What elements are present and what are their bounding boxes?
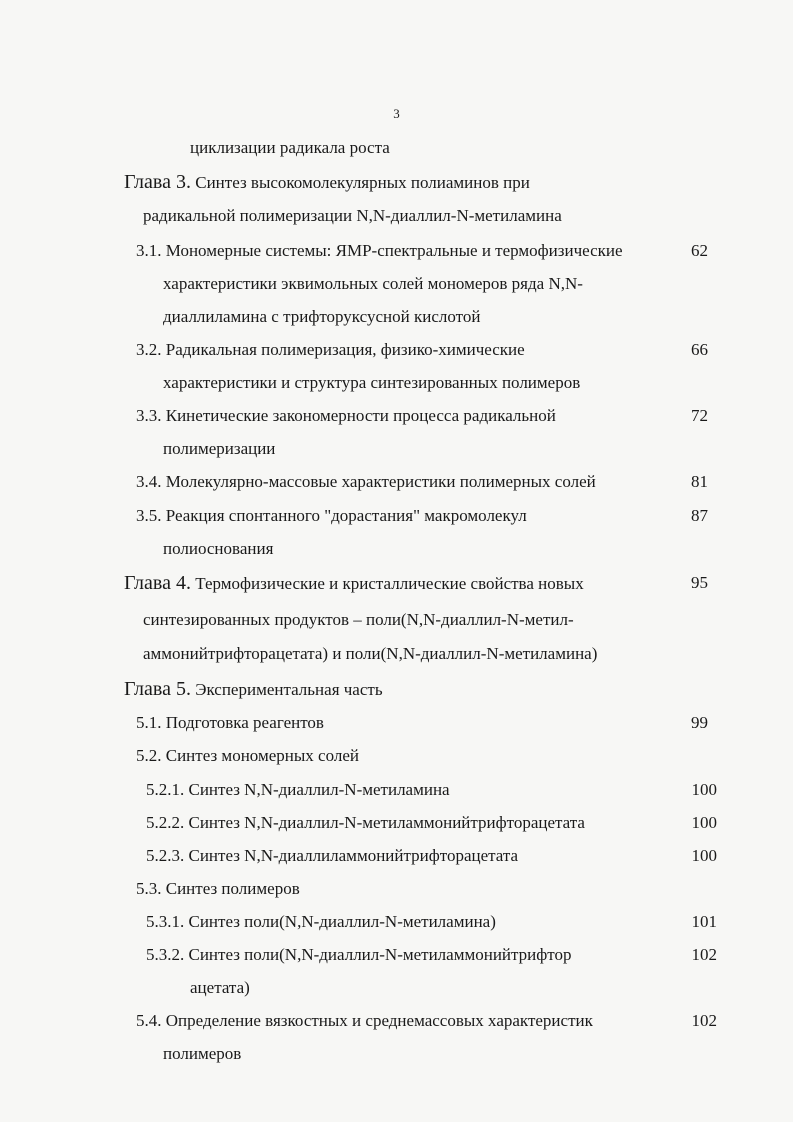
toc-page-number: 101 <box>691 912 717 931</box>
toc-line: полимеризации <box>163 439 276 458</box>
toc-page-number: 87 <box>691 506 708 525</box>
toc-page-number: 100 <box>691 846 717 865</box>
toc-subsection: 5.2.1. Синтез N,N-диаллил-N-метиламина <box>146 780 450 799</box>
toc-section: 3.3. Кинетические закономерности процесса радикальной <box>136 406 556 425</box>
toc-line: синтезированных продуктов – поли(N,N-диаллил-N-метил- <box>143 610 574 629</box>
toc-line: радикальной полимеризации N,N-диаллил-N-метиламина <box>143 206 562 225</box>
toc-chapter: Глава 3. Синтез высокомолекулярных полиаминов при <box>124 171 530 193</box>
toc-page-number: 72 <box>691 406 708 425</box>
toc-line: характеристики и структура синтезированных полимеров <box>163 373 581 392</box>
page-number: 3 <box>393 106 400 121</box>
toc-page-number: 100 <box>691 780 717 799</box>
toc-line: диаллиламина с трифторуксусной кислотой <box>163 307 481 326</box>
toc-line: полимеров <box>163 1044 242 1063</box>
toc-section: 3.5. Реакция спонтанного "дорастания" макромолекул <box>136 506 527 525</box>
toc-page-number: 95 <box>691 573 708 592</box>
toc-subsection: 5.3.1. Синтез поли(N,N-диаллил-N-метиламина) <box>146 912 496 931</box>
toc-chapter: Глава 5. Экспериментальная часть <box>124 678 383 700</box>
toc-chapter: Глава 4. Термофизические и кристаллические свойства новых <box>124 572 584 594</box>
toc-page-number: 81 <box>691 472 708 491</box>
toc-subsection: 5.3.2. Синтез поли(N,N-диаллил-N-метиламмонийтрифтор <box>146 945 572 964</box>
toc-subsection: 5.2.2. Синтез N,N-диаллил-N-метиламмонийтрифторацетата <box>146 813 585 832</box>
toc-subsection: 5.2.3. Синтез N,N-диаллиламмонийтрифторацетата <box>146 846 519 865</box>
toc-line: циклизации радикала роста <box>190 138 390 157</box>
toc-line: ацетата) <box>190 978 250 997</box>
toc-section: 5.3. Синтез полимеров <box>136 879 300 898</box>
toc-page-number: 62 <box>691 241 708 260</box>
toc-page-number: 66 <box>691 340 708 359</box>
toc-line: аммонийтрифторацетата) и поли(N,N-диаллил-N-метиламина) <box>143 644 598 663</box>
toc-page-number: 99 <box>691 713 708 732</box>
toc-page-number: 100 <box>691 813 717 832</box>
toc-section: 3.2. Радикальная полимеризация, физико-химические <box>136 340 525 359</box>
toc-section: 5.2. Синтез мономерных солей <box>136 746 359 765</box>
toc-section: 3.4. Молекулярно-массовые характеристики полимерных солей <box>136 472 596 491</box>
toc-page-number: 102 <box>691 1011 717 1030</box>
toc-section: 3.1. Мономерные системы: ЯМР-спектральные и термофизические <box>136 241 623 260</box>
toc-section: 5.1. Подготовка реагентов <box>136 713 324 732</box>
toc-line: полиоснования <box>163 539 274 558</box>
toc-line: характеристики эквимольных солей мономеров ряда N,N- <box>163 274 583 293</box>
toc-page-number: 102 <box>691 945 717 964</box>
toc-section: 5.4. Определение вязкостных и среднемассовых характеристик <box>136 1011 593 1030</box>
